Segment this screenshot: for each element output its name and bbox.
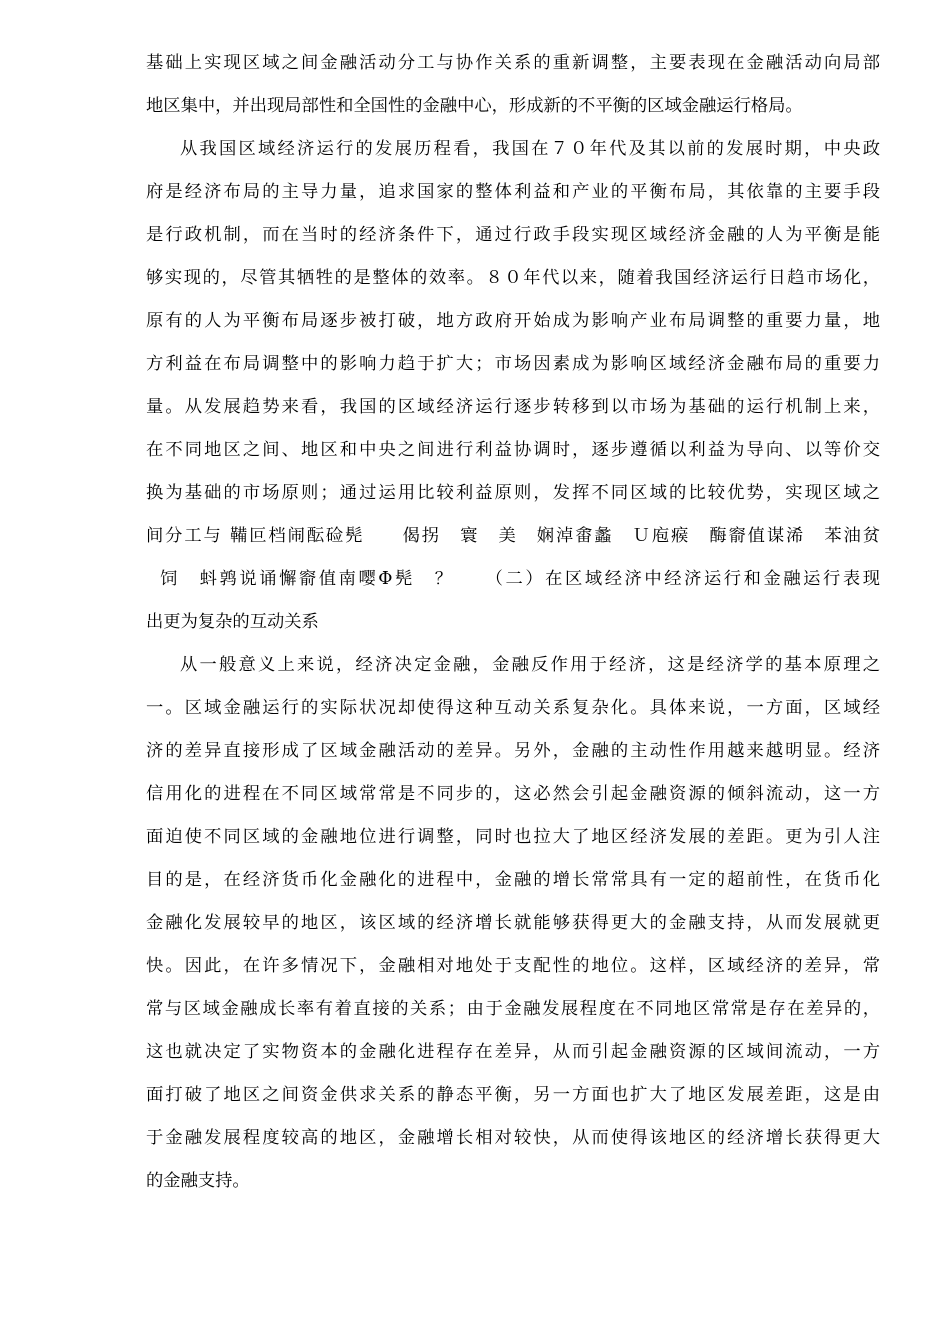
text-line: 出更为复杂的互动关系 <box>146 612 319 632</box>
text-line: 方利益在布局调整中的影响力趋于扩大；市场因素成为影响区域经济金融布局的重要力 <box>146 354 880 374</box>
text-line: 间分工与 鞴叵档闹酝硷髡 偈拐 寰 美 娴淖畬蠡 Ｕ庖瘊 酶窬值谋浠 苯油贫 <box>146 526 880 546</box>
text-line: 是行政机制，而在当时的经济条件下，通过行政手段实现区域经济金融的人为平衡是能 <box>146 225 880 245</box>
text-line: 基础上实现区域之间金融活动分工与协作关系的重新调整，主要表现在金融活动向局部 <box>146 53 880 73</box>
text-line: 饲 蚪鹑说诵懈窬值南嘤Φ髡 ？ （二）在区域经济中经济运行和金融运行表现 <box>160 569 880 589</box>
text-line: 换为基础的市场原则；通过运用比较利益原则，发挥不同区域的比较优势，实现区域之 <box>146 483 880 503</box>
text-line: 够实现的，尽管其牺牲的是整体的效率。８０年代以来，随着我国经济运行日趋市场化， <box>146 268 880 288</box>
text-line: 从我国区域经济运行的发展历程看，我国在７０年代及其以前的发展时期，中央政 <box>180 139 880 159</box>
text-line: 目的是，在经济货币化金融化的进程中，金融的增长常常具有一定的超前性，在货币化 <box>146 870 880 890</box>
text-line: 从一般意义上来说，经济决定金融，金融反作用于经济，这是经济学的基本原理之 <box>180 655 880 675</box>
text-line: 信用化的进程在不同区域常常是不同步的，这必然会引起金融资源的倾斜流动，这一方 <box>146 784 880 804</box>
text-line: 府是经济布局的主导力量，追求国家的整体利益和产业的平衡布局，其依靠的主要手段 <box>146 182 880 202</box>
text-line: 原有的人为平衡布局逐步被打破，地方政府开始成为影响产业布局调整的重要力量，地 <box>146 311 880 331</box>
text-line: 地区集中，并出现局部性和全国性的金融中心，形成新的不平衡的区域金融运行格局。 <box>146 96 803 116</box>
text-line: 一。区域金融运行的实际状况却使得这种互动关系复杂化。具体来说，一方面，区域经 <box>146 698 880 718</box>
text-line: 于金融发展程度较高的地区，金融增长相对较快，从而使得该地区的经济增长获得更大 <box>146 1128 880 1148</box>
text-line: 在不同地区之间、地区和中央之间进行利益协调时，逐步遵循以利益为导向、以等价交 <box>146 440 880 460</box>
text-line: 常与区域金融成长率有着直接的关系；由于金融发展程度在不同地区常常是存在差异的， <box>146 999 880 1019</box>
text-line: 快。因此，在许多情况下，金融相对地处于支配性的地位。这样，区域经济的差异，常 <box>146 956 880 976</box>
text-line: 面迫使不同区域的金融地位进行调整，同时也拉大了地区经济发展的差距。更为引人注 <box>146 827 880 847</box>
text-line: 量。从发展趋势来看，我国的区域经济运行逐步转移到以市场为基础的运行机制上来， <box>146 397 880 417</box>
text-line: 的金融支持。 <box>146 1171 250 1191</box>
text-line: 金融化发展较早的地区，该区域的经济增长就能够获得更大的金融支持，从而发展就更 <box>146 913 880 933</box>
text-line: 这也就决定了实物资本的金融化进程存在差异，从而引起金融资源的区域间流动，一方 <box>146 1042 880 1062</box>
text-line: 济的差异直接形成了区域金融活动的差异。另外，金融的主动性作用越来越明显。经济 <box>146 741 880 761</box>
text-line: 面打破了地区之间资金供求关系的静态平衡，另一方面也扩大了地区发展差距，这是由 <box>146 1085 880 1105</box>
